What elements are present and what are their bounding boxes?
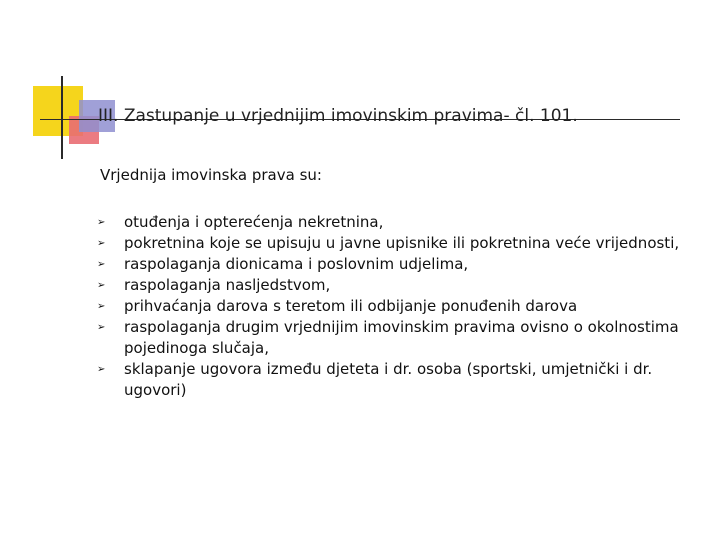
slide-title: III. Zastupanje u vrjednijim imovinskim pravima- čl. 101. bbox=[98, 106, 578, 126]
list-item bbox=[96, 212, 696, 233]
decoration-vertical-line bbox=[61, 76, 63, 159]
arrow-bullet-icon: ➢ bbox=[97, 364, 106, 375]
list-item bbox=[96, 254, 696, 275]
list-item-text: raspolaganja nasljedstvom, bbox=[124, 276, 331, 294]
arrow-bullet-icon: ➢ bbox=[97, 301, 106, 312]
list-item bbox=[96, 233, 696, 254]
list-item-text: otuđenja i opterećenja nekretnina, bbox=[124, 213, 384, 231]
intro-text: Vrjednija imovinska prava su: bbox=[100, 166, 322, 184]
list-item bbox=[96, 359, 696, 401]
list-item-text: raspolaganja drugim vrjednijim imovinskim pravima ovisno o okolnostima pojedinoga slučaja, bbox=[124, 318, 679, 357]
list-item bbox=[96, 317, 696, 359]
arrow-bullet-icon: ➢ bbox=[97, 217, 106, 228]
list-item-text: prihvaćanja darova s teretom ili odbijanje ponuđenih darova bbox=[124, 297, 578, 315]
arrow-bullet-icon: ➢ bbox=[97, 322, 106, 333]
bullet-list bbox=[96, 212, 696, 401]
list-item-text: raspolaganja dionicama i poslovnim udjelima, bbox=[124, 255, 469, 273]
list-item-text: pokretnina koje se upisuju u javne upisnike ili pokretnina veće vrijednosti, bbox=[124, 234, 680, 252]
list-item bbox=[96, 275, 696, 296]
arrow-bullet-icon: ➢ bbox=[97, 259, 106, 270]
arrow-bullet-icon: ➢ bbox=[97, 238, 106, 249]
arrow-bullet-icon: ➢ bbox=[97, 280, 106, 291]
list-item-text: sklapanje ugovora između djeteta i dr. osoba (sportski, umjetnički i dr. ugovori) bbox=[124, 360, 653, 399]
list-item bbox=[96, 296, 696, 317]
